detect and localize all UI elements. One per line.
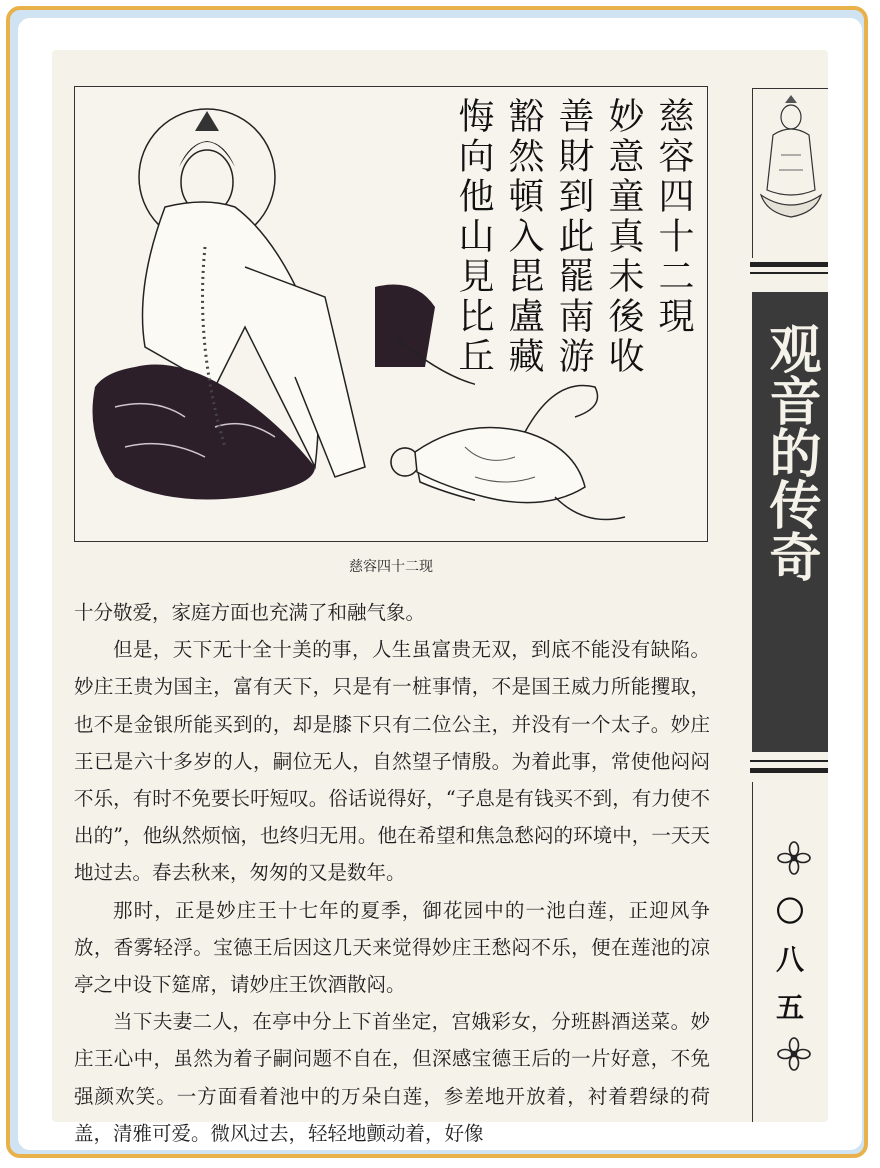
poem-verse — [451, 97, 695, 377]
sidebar-rule-top-thin — [750, 272, 828, 274]
sidebar-rule-bottom — [750, 768, 828, 773]
poem-line-3: 善財到此罷南游 — [553, 97, 594, 377]
illustration-caption: 慈容四十二现 — [349, 559, 433, 575]
poem-line-4: 豁然頓入毘盧藏 — [503, 97, 544, 377]
book-title: 观音的传奇 — [760, 322, 821, 582]
illustration-box — [74, 86, 708, 542]
guanyin-seated-icon — [755, 95, 827, 225]
poem-line-2: 妙意童真未後收 — [603, 97, 644, 377]
flower-ornament-icon — [776, 840, 812, 876]
paragraph-1: 十分敬爱，家庭方面也充满了和融气象。 — [74, 601, 426, 624]
poem-line-5: 悔向他山見比丘 — [453, 97, 494, 377]
sidebar-rule-top — [750, 262, 828, 267]
paragraph-4: 当下夫妻二人，在亭中分上下首坐定，宫娥彩女，分班斟酒送菜。妙庄王心中，虽然为着子嗣问题不自在，但深感宝德王后的一片好意，不免强颜欢笑。一方面看着池中的万朵白莲，参差地开放着，衬着碧绿的荷盖，清雅可爱。微风过去，轻轻地颤动着，好像 — [74, 1010, 710, 1145]
paragraph-2: 但是，天下无十全十美的事，人生虽富贵无双，到底不能没有缺陷。妙庄王贵为国主，富有天下，只是有一桩事情，不是国王威力所能攫取，也不是金银所能买到的，却是膝下只有二位公主，并没有一个太子。妙庄王已是六十多岁的人，嗣位无人，自然望子情殷。为着此事，常使他闷闷不乐，有时不免要长吁短叹。俗话说得好，“子息是有钱买不到，有力使不出的”，他纵然烦恼，也终归无用。他在希望和焦急愁闷的环境中，一天天地过去。春去秋来，匆匆的又是数年。 — [74, 638, 710, 885]
sidebar-rule-bottom-thin — [750, 760, 828, 762]
page-number-char-1: 〇 — [775, 895, 804, 928]
book-title-panel — [752, 292, 828, 752]
body-text — [74, 594, 710, 1152]
poem-line-1: 慈容四十二現 — [653, 97, 694, 337]
page-number-char-2: 八 — [775, 943, 804, 976]
page-number-char-3: 五 — [775, 991, 804, 1024]
flower-ornament-icon — [776, 1036, 812, 1072]
sidebar-guanyin-box — [752, 88, 828, 258]
paragraph-3: 那时，正是妙庄王十七年的夏季，御花园中的一池白莲，正迎风争放，香雾轻浮。宝德王后因这几天来觉得妙庄王愁闷不乐，便在莲池的凉亭之中设下筵席，请妙庄王饮酒散闷。 — [74, 898, 710, 997]
